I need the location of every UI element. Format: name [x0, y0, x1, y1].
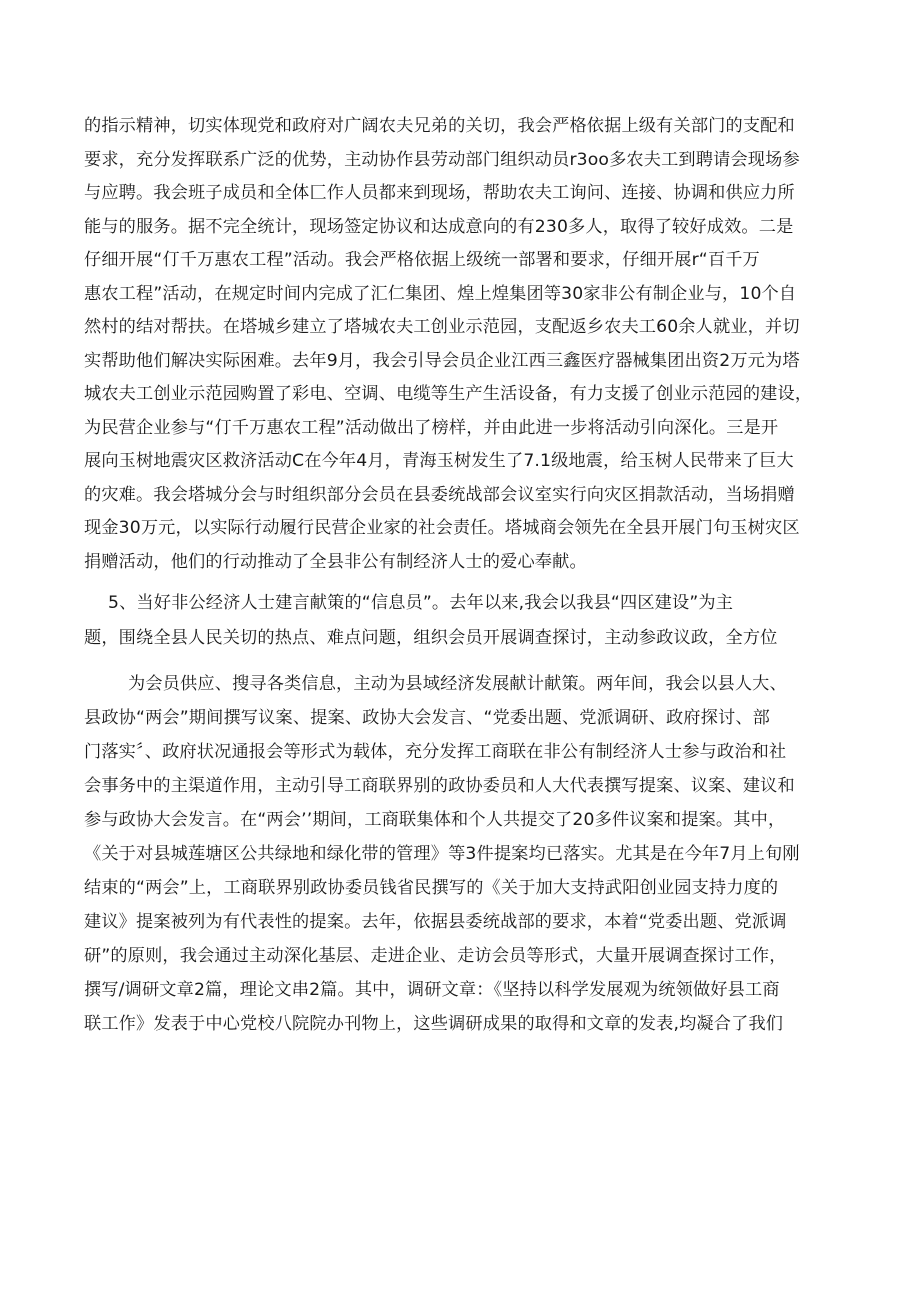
text-line: 为会员供应、搜寻各类信息，主动为县域经济发展献计献策。两年间，我会以县人大、: [128, 674, 787, 694]
paragraph-5-first-line: 5、当好非公经济人士建言献策的“信息员”。去年以来,我会以我县“四区建设”为主: [108, 593, 734, 613]
text-line: 实帮助他们解决实际困难。去年9月，我会引导会员企业江西三鑫医疗器械集团出资2万元为塔: [84, 351, 800, 371]
text-line: 建议》提案被列为有代表性的提案。去年，依据县委统战部的要求，本着“党委出题、党派调: [84, 912, 787, 932]
text-line: 县政协“两会”期间撰写议案、提案、政协大会发言、“党委出题、党派调研、政府探讨、部: [84, 708, 770, 728]
text-line: 仔细开展“仃千万惠农工程”活动。我会严格依据上级统一部署和要求，仔细开展r“百千万: [84, 250, 760, 270]
text-line: 能与的服务。据不完全统计，现场签定协议和达成意向的有230多人，取得了较好成效。二是: [84, 217, 794, 237]
text-line: 要求，充分发挥联系广泛的优势，主动协作县劳动部门组织动员r3oo多农夫工到聘请会现场参: [84, 150, 800, 170]
text-line: 联工作》发表于中心党校八院院办刊物上，这些调研成果的取得和文章的发表,均凝合了我们: [84, 1014, 784, 1034]
text-line: 参与政协大会发言。在“两会’’期间，工商联集体和个人共提交了20多件议案和提案。其中，: [84, 810, 786, 830]
text-line: 展向玉树地震灾区救济活动C在今年4月，青海玉树发生了7.1级地震，给玉树人民带来了巨大: [84, 451, 794, 471]
text-line: 会事务中的主渠道作用，主动引导工商联界别的政协委员和人大代表撰写提案、议案、建议和: [84, 776, 795, 796]
text-line: 的指示精神，切实体现党和政府对广阔农夫兄弟的关切，我会严格依据上级有关部门的支配和: [84, 116, 795, 136]
text-line: 结束的“两会”上，工商联界别政协委员钱省民撰写的《关于加大支持武阳创业园支持力度的: [84, 878, 779, 898]
text-line: 与应聘。我会班子成员和全体匚作人员都来到现场，帮助农夫工询问、连接、协调和供应力所: [84, 183, 795, 203]
text-line: 题，围绕全县人民关切的热点、难点问题，组织会员开展调查探讨，主动参政议政，全方位: [84, 628, 778, 648]
text-line: 为民营企业参与“仃千万惠农工程”活动做出了榜样，并由此进一步将活动引向深化。三是开: [84, 418, 779, 438]
text-line: 现金30万元，以实际行动履行民营企业家的社会责任。塔城商会领先在全县开展门句玉树灾区: [84, 518, 800, 538]
text-line: 然村的结对帮扶。在塔城乡建立了塔城农夫工创业示范园，支配返乡农夫工60余人就业，并切: [84, 317, 800, 337]
text-line: 捐赠活动，他们的行动推动了全县非公有制经济人士的爱心奉献。: [84, 552, 587, 572]
text-line: 《关于对县城莲塘区公共绿地和绿化带的管理》等3件提案均已落实。尤其是在今年7月上旬刚: [84, 844, 800, 864]
text-line: 城农夫工创业示范园购置了彩电、空调、电缆等生产生活设备，有力支援了创业示范园的建设，: [84, 384, 813, 404]
text-line: 的灾难。我会塔城分会与时组织部分会员在县委统战部会议室实行向灾区捐款活动，当场捐赠: [84, 485, 795, 505]
text-line: 门落实〞、政府状况通报会等形式为载体，充分发挥工商联在非公有制经济人士参与政治和社: [84, 742, 787, 762]
text-line: 撰写/调研文章2篇，理论文串2篇。其中，调研文章：《坚持以科学发展观为统领做好县工商: [84, 980, 780, 1000]
text-line: 惠农工程”活动，在规定时间内完成了汇仁集团、煌上煌集团等30家非公有制企业与，10个自: [84, 284, 797, 304]
text-line: 研”的原则，我会通过主动深化基层、走进企业、走访会员等形式，大量开展调查探讨工作，: [84, 946, 787, 966]
